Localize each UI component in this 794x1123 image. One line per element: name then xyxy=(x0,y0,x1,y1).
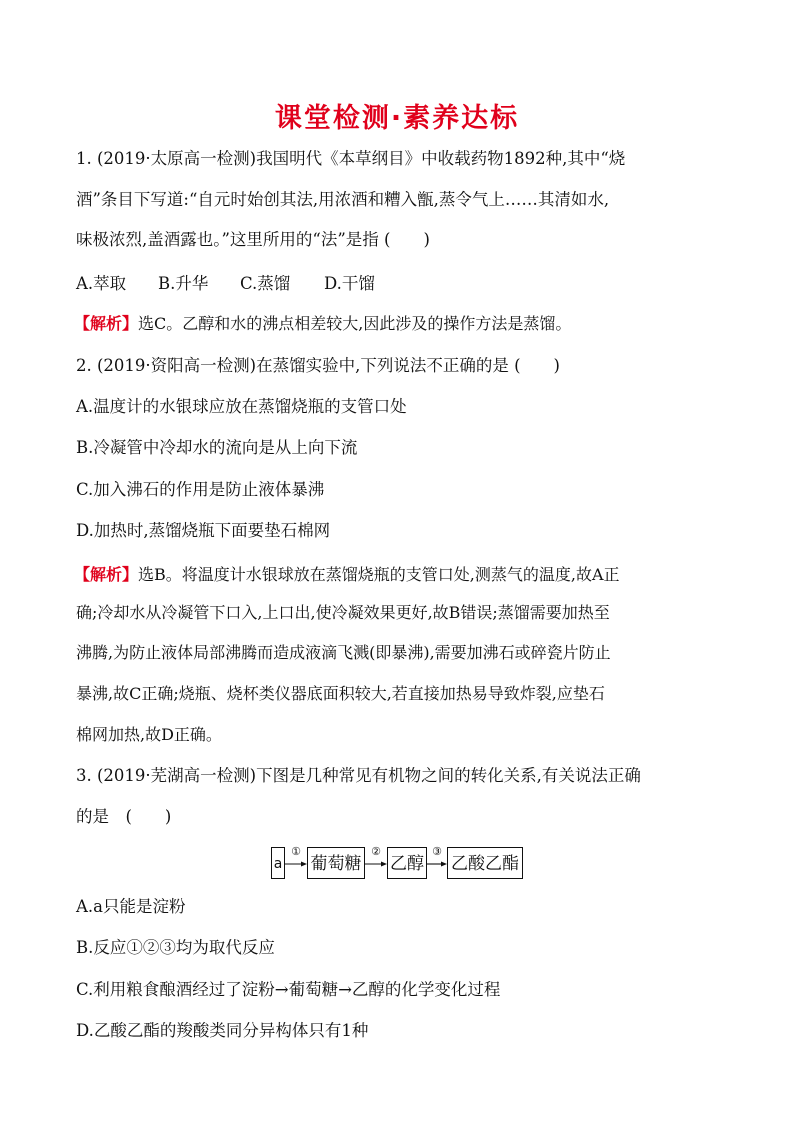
q2-option-c: C.加入沸石的作用是防止液体暴沸 xyxy=(76,480,325,499)
q2-option-b: B.冷凝管中冷却水的流向是从上向下流 xyxy=(76,438,358,457)
flow-box-glucose: 葡萄糖 xyxy=(307,847,365,879)
analysis-tag: 【解析】 xyxy=(74,565,139,584)
arrow-icon xyxy=(365,861,387,867)
flow-box-a: a xyxy=(271,847,285,879)
q3-option-d: D.乙酸乙酯的羧酸类同分异构体只有1种 xyxy=(76,1021,369,1040)
flow-step-2: ② xyxy=(371,845,381,858)
flow-step-1: ① xyxy=(291,845,301,858)
q3-option-a: A.a只能是淀粉 xyxy=(76,897,186,916)
q1-stem-line-3: 味极浓烈,盖酒露也。”这里所用的“法”是指 ( ) xyxy=(76,230,430,249)
analysis-tag: 【解析】 xyxy=(74,314,139,333)
q1-analysis-text: 选C。乙醇和水的沸点相差较大,因此涉及的操作方法是蒸馏。 xyxy=(138,314,572,333)
q1-option-c: C.蒸馏 xyxy=(240,274,291,293)
q2-option-d: D.加热时,蒸馏烧瓶下面要垫石棉网 xyxy=(76,521,331,540)
flow-arrow-2 xyxy=(365,847,387,879)
q1-stem-line-2: 酒”条目下写道:“自元时始创其法,用浓酒和糟入甑,蒸令气上……其清如水, xyxy=(76,190,610,209)
q1-analysis xyxy=(74,313,571,335)
q1-options xyxy=(76,273,375,295)
arrow-icon xyxy=(427,861,447,867)
q3-option-c: C.利用粮食酿酒经过了淀粉→葡萄糖→乙醇的化学变化过程 xyxy=(76,980,501,999)
q3-stem-line-1: 3. (2019·芜湖高一检测)下图是几种常见有机物之间的转化关系,有关说法正确 xyxy=(76,766,641,785)
q2-analysis-line-3: 沸腾,为防止液体局部沸腾而造成液滴飞溅(即暴沸),需要加沸石或碎瓷片防止 xyxy=(76,643,611,662)
conversion-diagram xyxy=(271,847,531,881)
q3-option-b: B.反应①②③均为取代反应 xyxy=(76,938,275,957)
q2-analysis-line-1 xyxy=(74,564,620,586)
flow-step-3: ③ xyxy=(432,845,442,858)
arrow-icon xyxy=(285,861,307,867)
flow-box-ethanol: 乙醇 xyxy=(387,847,427,879)
q1-option-a: A.萃取 xyxy=(76,274,127,293)
page-title: 课堂检测·素养达标 xyxy=(274,103,520,134)
q2-stem-line-1: 2. (2019·资阳高一检测)在蒸馏实验中,下列说法不正确的是 ( ) xyxy=(76,356,560,375)
q1-option-b: B.升华 xyxy=(158,274,209,293)
q2-option-a: A.温度计的水银球应放在蒸馏烧瓶的支管口处 xyxy=(76,397,407,416)
q1-option-d: D.干馏 xyxy=(324,274,375,293)
q3-stem-line-2: 的是 ( ) xyxy=(76,807,172,826)
q2-analysis-line-4: 暴沸,故C正确;烧瓶、烧杯类仪器底面积较大,若直接加热易导致炸裂,应垫石 xyxy=(76,684,605,703)
flow-arrow-3 xyxy=(427,847,447,879)
flow-box-ethyl-acetate: 乙酸乙酯 xyxy=(447,847,523,879)
q2-analysis-line-5: 棉网加热,故D正确。 xyxy=(76,725,222,744)
q2-analysis-text-1: 选B。将温度计水银球放在蒸馏烧瓶的支管口处,测蒸气的温度,故A正 xyxy=(138,565,620,584)
q1-stem-line-1: 1. (2019·太原高一检测)我国明代《本草纲目》中收载药物1892种,其中“烧 xyxy=(76,149,626,168)
flow-arrow-1 xyxy=(285,847,307,879)
q2-analysis-line-2: 确;冷却水从冷凝管下口入,上口出,使冷凝效果更好,故B错误;蒸馏需要加热至 xyxy=(76,603,610,622)
